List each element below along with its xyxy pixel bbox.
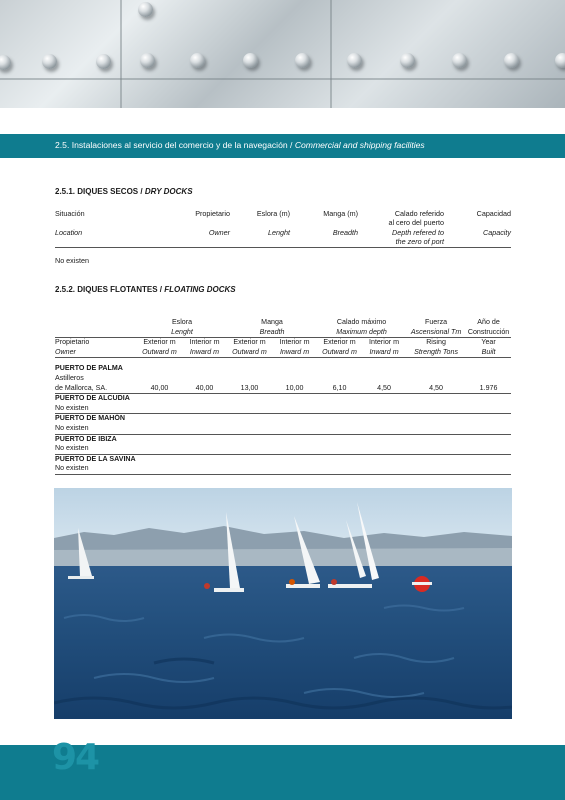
heading-en: DRY DOCKS <box>144 187 193 196</box>
table-row <box>55 424 511 434</box>
port-name: PUERTO DE MAHÓN <box>55 414 126 423</box>
port-note: No existen <box>55 444 511 454</box>
group-header-row <box>55 318 511 328</box>
panel-seam <box>0 78 565 80</box>
section-band <box>0 134 565 158</box>
sub-header-row <box>55 348 511 358</box>
panel-seam <box>120 0 122 108</box>
table-row <box>55 384 511 394</box>
group-eslora: Eslora <box>171 318 193 326</box>
table-row <box>55 444 511 454</box>
sub-outward: Outward m <box>137 348 182 358</box>
rivet-icon <box>504 53 519 68</box>
heading-en: FLOATING DOCKS <box>164 285 236 294</box>
section-title <box>55 140 425 150</box>
sub-year: Year <box>466 338 511 348</box>
sub-owner: Owner <box>55 348 137 358</box>
value-cell: 4,50 <box>362 384 406 394</box>
group-lenght: Lenght <box>171 327 193 336</box>
dry-docks-note: No existen <box>55 256 89 265</box>
col-eslora: Eslora (m) <box>256 209 290 218</box>
port-name: PUERTO DE LA SAVINA <box>55 454 136 463</box>
sub-outward: Outward m <box>317 348 362 358</box>
col-depth-1: Depth refered to <box>392 228 444 237</box>
section-title-es: 2.5. Instalaciones al servicio del comercio y de la navegación / <box>55 140 293 150</box>
table-row <box>55 414 511 424</box>
port-name: PUERTO DE ALCUDIA <box>55 394 130 403</box>
port-note: No existen <box>55 404 511 414</box>
shore <box>54 548 512 566</box>
table-rule <box>55 247 511 248</box>
sub-inward: Inward m <box>362 348 406 358</box>
value-cell: 13,00 <box>227 384 272 394</box>
col-situacion: Situación <box>55 209 85 218</box>
group-header-row <box>55 328 511 338</box>
table-row <box>55 434 511 444</box>
photo-illustration <box>54 488 512 719</box>
col-manga: Manga (m) <box>323 209 358 218</box>
heading-es: 2.5.2. DIQUES FLOTANTES / <box>55 285 162 294</box>
rivet-icon <box>140 53 155 68</box>
sub-interior: Interior m <box>182 338 227 348</box>
sub-propietario: Propietario <box>55 338 137 348</box>
col-lenght: Lenght <box>268 228 290 237</box>
rivet-icon <box>138 2 153 17</box>
rivet-icon <box>190 53 205 68</box>
floating-docks-heading <box>55 285 236 294</box>
heading-es: 2.5.1. DIQUES SECOS / <box>55 187 143 196</box>
col-capacity: Capacity <box>483 228 511 237</box>
col-calado-1: Calado referido <box>394 209 444 218</box>
sub-built: Built <box>466 348 511 358</box>
value-cell: 40,00 <box>137 384 182 394</box>
col-depth-2: the zero of port <box>395 237 444 246</box>
sub-inward: Inward m <box>272 348 317 358</box>
col-calado-2: al cero del puerto <box>388 218 444 227</box>
rivet-icon <box>0 55 11 70</box>
panel-seam <box>330 0 332 108</box>
page-number: 94 <box>52 737 99 778</box>
waves <box>64 606 464 698</box>
rivet-icon <box>452 53 467 68</box>
sub-inward: Inward m <box>182 348 227 358</box>
rivet-icon <box>42 54 57 69</box>
table-row <box>55 454 511 464</box>
value-cell: 1.976 <box>466 384 511 394</box>
col-location: Location <box>55 228 83 237</box>
value-cell: 4,50 <box>406 384 466 394</box>
value-cell: 6,10 <box>317 384 362 394</box>
group-breadth: Breadth <box>259 327 285 336</box>
col-breadth: Breadth <box>332 228 358 237</box>
port-name: PUERTO DE IBIZA <box>55 434 117 443</box>
sub-rising: Rising <box>406 338 466 348</box>
sub-outward: Outward m <box>227 348 272 358</box>
table-row <box>55 404 511 414</box>
owner-line-1: Astilleros <box>55 373 84 382</box>
metal-header-image <box>0 0 565 108</box>
col-owner: Owner <box>208 228 230 237</box>
owner-line-2: de Mallorca, SA. <box>55 384 137 394</box>
value-cell: 40,00 <box>182 384 227 394</box>
table-row <box>55 374 511 384</box>
sub-interior: Interior m <box>362 338 406 348</box>
sub-strength: Strength Tons <box>406 348 466 358</box>
col-propietario: Propietario <box>195 209 230 218</box>
group-manga: Manga <box>261 318 283 326</box>
sub-interior: Interior m <box>272 338 317 348</box>
col-capacidad: Capacidad <box>476 209 511 218</box>
group-ascensional: Ascensional Tm <box>410 327 462 336</box>
rivet-icon <box>400 53 415 68</box>
dry-docks-heading <box>55 187 193 196</box>
value-cell: 10,00 <box>272 384 317 394</box>
port-name: PUERTO DE PALMA <box>55 364 123 373</box>
group-maximum-depth: Maximum depth <box>336 327 387 336</box>
sub-exterior: Exterior m <box>227 338 272 348</box>
group-fuerza: Fuerza <box>425 318 448 326</box>
group-anio: Año de <box>477 318 500 326</box>
sub-header-row <box>55 338 511 348</box>
section-title-en: Commercial and shipping facilities <box>294 140 425 150</box>
port-note: No existen <box>55 464 511 474</box>
rivet-icon <box>347 53 362 68</box>
group-calado: Calado máximo <box>336 318 387 326</box>
table-row <box>55 394 511 404</box>
table-row <box>55 464 511 474</box>
rivet-icon <box>295 53 310 68</box>
floating-docks-table <box>55 318 511 475</box>
rivet-icon <box>555 53 565 68</box>
rivet-icon <box>243 53 258 68</box>
rivet-icon <box>96 54 111 69</box>
table-row <box>55 364 511 374</box>
sub-exterior: Exterior m <box>137 338 182 348</box>
group-construccion: Construcción <box>467 327 510 336</box>
buoy-icon <box>412 576 432 592</box>
port-note: No existen <box>55 424 511 434</box>
sub-exterior: Exterior m <box>317 338 362 348</box>
sailing-regatta-photo <box>54 488 512 719</box>
